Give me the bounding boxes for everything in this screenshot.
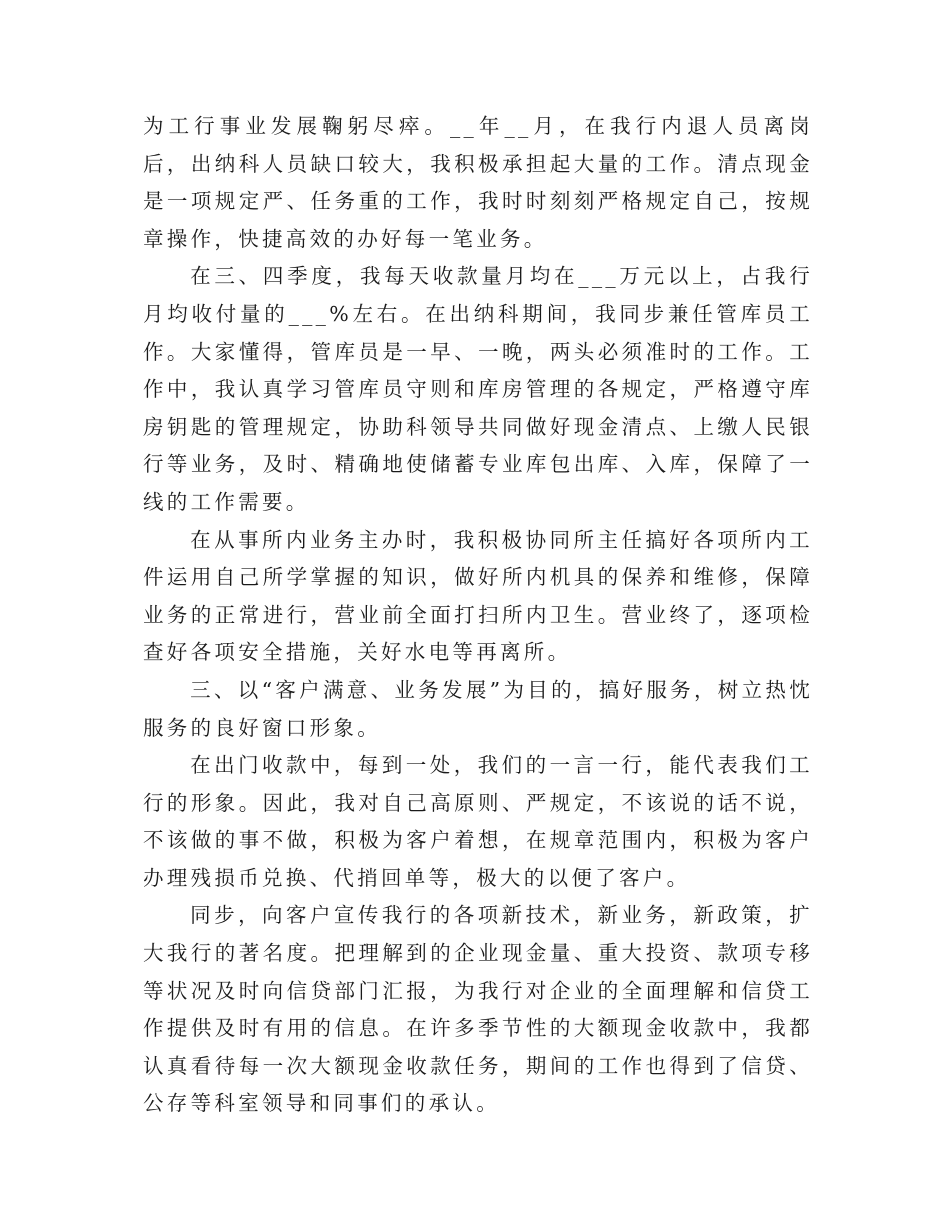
paragraph-field-collection: 在出门收款中，每到一处，我们的一言一行，能代表我们工行的形象。因此，我对自己高原则、严规定，不该说的话不说，不该做的事不做，积极为客户着想，在规章范围内，积极为客户办理残损币兑换、代捎回单等，极大的以便了客户。 (143, 753, 813, 890)
paragraph-branch-operations: 在从事所内业务主办时，我积极协同所主任搞好各项所内工件运用自己所学掌握的知识，做好所内机具的保养和维修，保障业务的正常进行，营业前全面打扫所内卫生。营业终了，逐项检查好各项安全措施，关好水电等再离所。 (143, 527, 813, 665)
paragraph-promotion: 同步，向客户宣传我行的各项新技术，新业务，新政策，扩大我行的著名度。把理解到的企业现金量、重大投资、款项专移等状况及时向信贷部门汇报，为我行对企业的全面理解和信贷工作提供及时有用的信息。在许多季节性的大额现金收款中，我都认真看待每一次大额现金收款任务，期间的工作也得到了信贷、公存等科室领导和同事们的承认。 (143, 903, 813, 1116)
paragraph-quarterly-collection: 在三、四季度，我每天收款量月均在___万元以上，占我行月均收付量的___%左右。在出纳科期间，我同步兼任管库员工作。大家懂得，管库员是一早、一晚，两头必须准时的工作。工作中，我认真学习管库员守则和库房管理的各规定，严格遵守库房钥匙的管理规定，协助科领导共同做好现金清点、上缴人民银行等业务，及时、精确地使储蓄专业库包出库、入库，保障了一线的工作需要。 (143, 264, 813, 514)
paragraph-continuation: 为工行事业发展鞠躬尽瘁。__年__月，在我行内退人员离岗后，出纳科人员缺口较大，我积极承担起大量的工作。清点现金是一项规定严、任务重的工作，我时时刻刻严格规定自己，按规章操作，快捷高效的办好每一笔业务。 (143, 114, 813, 251)
section-heading-customer-service: 三、以“客户满意、业务发展”为目的，搞好服务，树立热忱服务的良好窗口形象。 (143, 677, 813, 740)
document-body (143, 108, 813, 1123)
